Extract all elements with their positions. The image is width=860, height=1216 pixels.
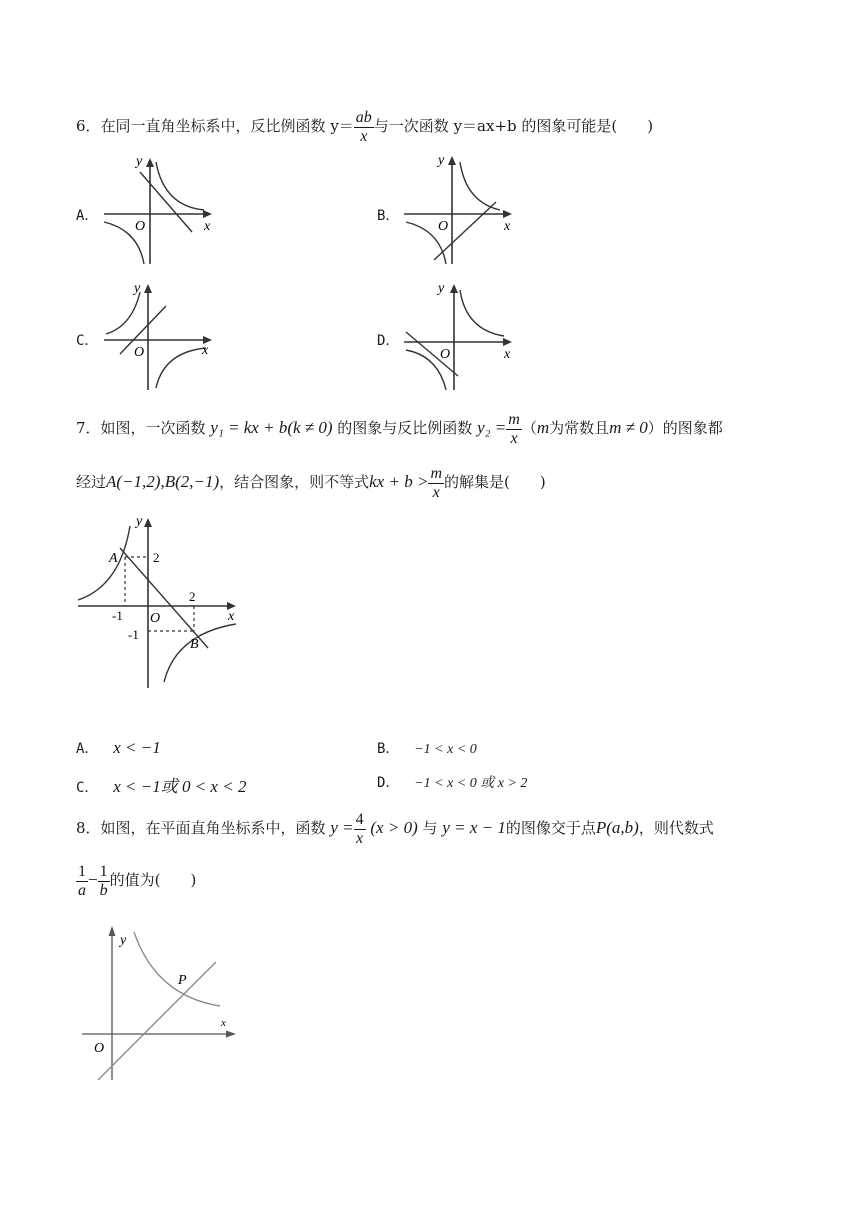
q7-line1-end: ）的图象都 — [647, 419, 723, 437]
q7-cond: m ≠ 0 — [609, 418, 648, 437]
q7-option-c-text: x < −1或 0 < x < 2 — [113, 777, 247, 796]
q7-option-d-text: −1 < x < 0 或 x > 2 — [414, 776, 528, 791]
q7-inequality: kx + b > — [369, 472, 429, 491]
q7-option-b-text: −1 < x < 0 — [414, 742, 477, 757]
q6-c-origin: O — [134, 345, 145, 360]
q6-a-x-label: x — [204, 219, 211, 234]
q6-d-x-label: x — [504, 347, 511, 362]
q7-frac2-den: x — [432, 483, 440, 501]
q8-stem-line1 — [76, 806, 714, 850]
q7-fraction-2 — [428, 465, 444, 502]
q7-option-d[interactable] — [377, 772, 527, 792]
q8-frac-den: x — [356, 829, 364, 847]
q7-tick-y-neg1: -1 — [128, 627, 139, 642]
q6-a-y-label: y — [136, 154, 143, 169]
q6-b-origin: O — [438, 219, 449, 234]
q6-stem-prefix: 6．在同一直角坐标系中，反比例函数 y＝ — [76, 117, 354, 135]
q7-option-b-letter: B． — [377, 741, 400, 757]
q6-option-a-letter[interactable]: A． — [76, 208, 99, 224]
q7-option-a-text: x < −1 — [113, 738, 161, 757]
q8-stem-prefix: 8．如图，在平面直角坐标系中，函数 — [76, 819, 326, 837]
q6-option-c-letter[interactable]: C． — [76, 333, 99, 349]
q7-graph-origin: O — [150, 611, 161, 626]
q6-b-y-label: y — [438, 153, 445, 168]
q8-y: y = — [330, 818, 354, 837]
q6-frac-num: ab — [355, 108, 372, 126]
q6-a-origin: O — [135, 219, 146, 234]
q7-option-a-letter: A． — [76, 741, 99, 757]
q6-stem — [76, 104, 653, 148]
q8-graph-x-label: x — [221, 1017, 226, 1029]
q8-expr-n2: 1 — [99, 862, 108, 880]
q6-option-d-graph — [400, 276, 520, 396]
q8-expr-frac-2 — [98, 863, 110, 900]
q6-d-origin: O — [440, 347, 451, 362]
q8-line1-end: ，则代数式 — [638, 819, 714, 837]
q7-stem-prefix: 7．如图，一次函数 — [76, 419, 206, 437]
q6-d-y-label: y — [438, 281, 445, 296]
q7-line2-mid: ，结合图象，则不等式 — [219, 473, 370, 491]
q7-option-d-letter: D． — [377, 775, 400, 791]
q7-point-a-label: A — [109, 551, 118, 566]
q7-graph-y-label: y — [136, 514, 143, 529]
q8-point-p-label: P — [178, 973, 187, 988]
q6-option-c-graph — [100, 276, 220, 396]
q7-points: A(−1,2),B(2,−1) — [106, 472, 220, 491]
q7-option-c-letter: C． — [76, 780, 99, 796]
q8-expr-n1: 1 — [78, 862, 86, 880]
q8-graph-y-label: y — [120, 933, 127, 948]
q6-stem-suffix: 与一次函数 y＝ax+b 的图象可能是( ) — [373, 117, 654, 135]
q6-frac-den: x — [360, 127, 368, 145]
q6-option-b-graph — [400, 150, 520, 270]
q7-stem-line2 — [76, 460, 546, 504]
q7-inverse-eq: y₂ = — [477, 418, 507, 437]
q8-graph — [76, 924, 246, 1084]
q7-line2-prefix: 经过 — [76, 473, 107, 491]
q7-paren-open: （ — [521, 419, 537, 437]
q8-linear-eq: y = x − 1 — [442, 818, 506, 837]
q7-graph — [76, 512, 246, 692]
q6-option-d-letter[interactable]: D． — [377, 333, 400, 349]
q7-fraction-1 — [506, 411, 522, 448]
q7-line2-end: 的解集是( ) — [444, 473, 546, 491]
q8-mid2: 的图像交于点 — [505, 819, 596, 837]
q8-mid: 与 — [422, 819, 438, 837]
q7-tick-y-2: 2 — [153, 550, 160, 565]
q7-frac1-den: x — [510, 429, 518, 447]
q7-option-c[interactable] — [76, 772, 246, 797]
q8-point: P(a,b) — [595, 818, 639, 837]
q8-domain: (x > 0) — [370, 818, 418, 837]
q7-linear-eq: y₁ = kx + b(k ≠ 0) — [210, 418, 333, 437]
q7-const: 为常数且 — [549, 419, 610, 437]
q8-expr-frac-1 — [76, 863, 88, 900]
q7-m: m — [536, 418, 550, 437]
q8-graph-origin: O — [94, 1041, 105, 1056]
q8-expr-minus: − — [88, 870, 98, 889]
q7-tick-x-neg1: -1 — [112, 608, 123, 623]
q8-expr-d2: b — [99, 881, 108, 899]
q7-frac2-num: m — [430, 464, 442, 482]
q7-tick-x-2: 2 — [189, 589, 196, 604]
q6-c-x-label: x — [202, 343, 209, 358]
q8-stem-line2 — [76, 858, 196, 902]
q8-expr-d1: a — [78, 881, 86, 899]
q6-fraction — [354, 109, 374, 146]
q7-stem-line1 — [76, 406, 723, 450]
q7-graph-x-label: x — [228, 609, 235, 624]
q6-c-y-label: y — [134, 281, 141, 296]
q8-fraction — [354, 811, 366, 848]
q7-frac1-num: m — [508, 410, 520, 428]
q6-b-x-label: x — [504, 219, 511, 234]
q8-line2-end: 的值为( ) — [109, 871, 197, 889]
q8-frac-num: 4 — [355, 810, 364, 828]
q6-option-b-letter[interactable]: B． — [377, 208, 400, 224]
q7-option-a[interactable] — [76, 738, 161, 758]
q6-option-a-graph — [100, 150, 220, 270]
q7-point-b-label: B — [190, 637, 199, 652]
q7-stem-mid: 的图象与反比例函数 — [337, 419, 473, 437]
q7-option-b[interactable] — [377, 738, 477, 758]
